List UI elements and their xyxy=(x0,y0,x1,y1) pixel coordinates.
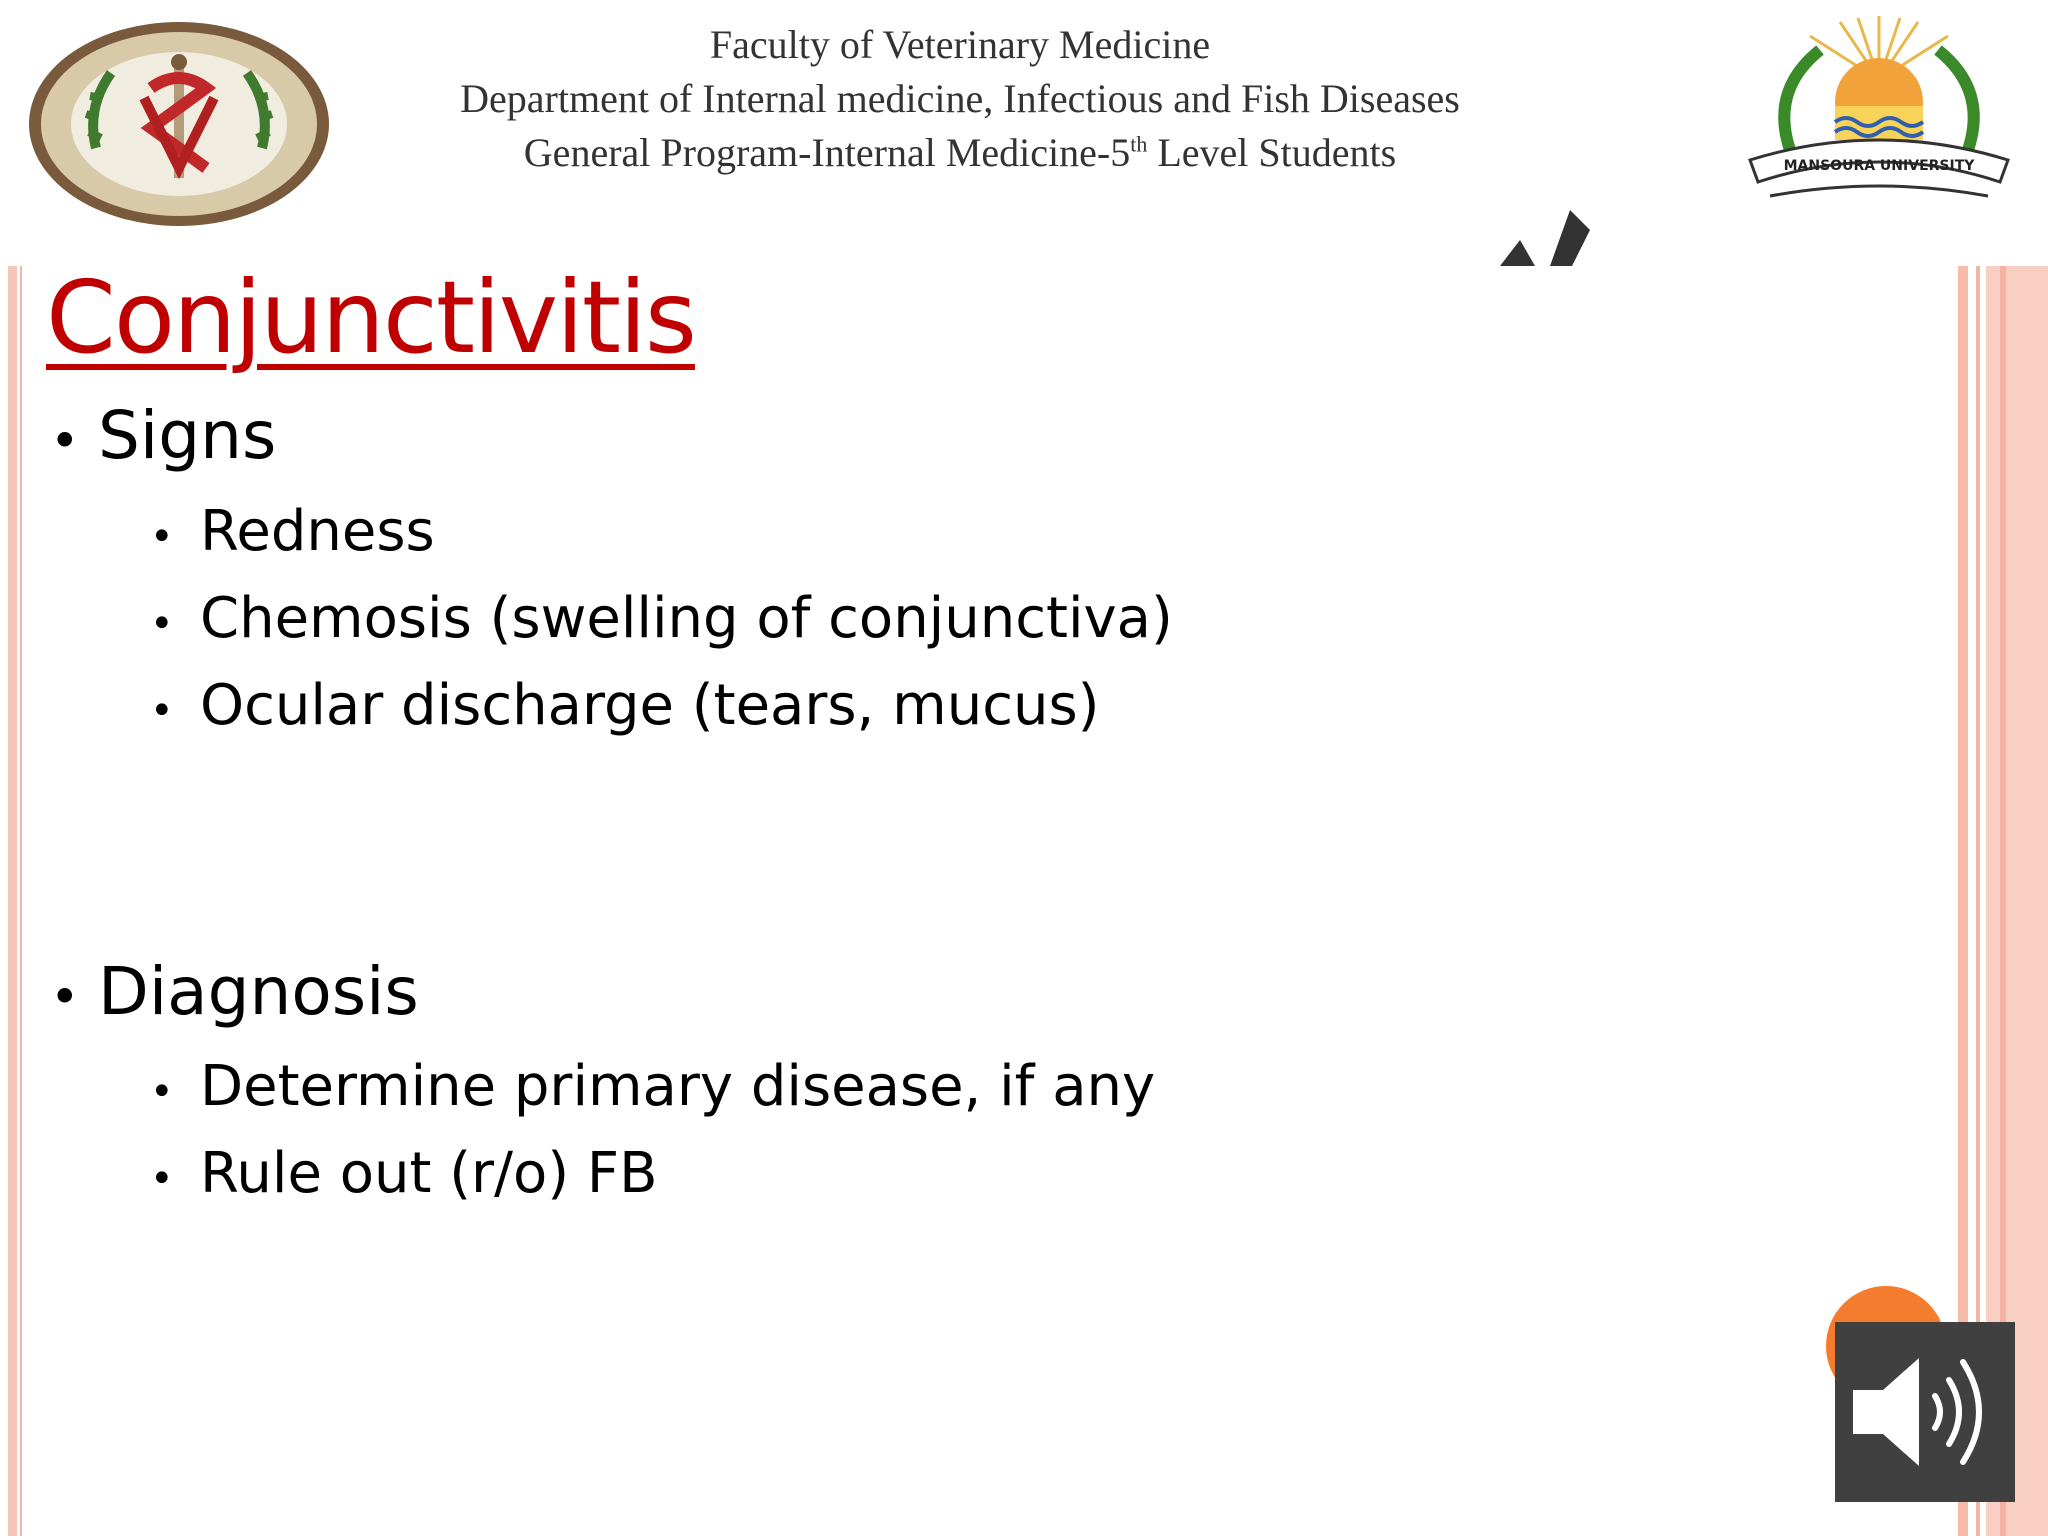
bullet-dot-icon: • xyxy=(150,1156,174,1202)
bullet-dot-icon: • xyxy=(50,968,80,1026)
left-border xyxy=(8,266,17,1536)
header-text xyxy=(360,18,1560,180)
bullet-dot-icon: • xyxy=(150,1069,174,1115)
mansoura-logo-text: MANSOURA UNIVERSITY xyxy=(1783,158,1975,174)
bullet-text: Signs xyxy=(98,397,277,474)
bullet-item xyxy=(150,1052,1155,1127)
bullet-text: Determine primary disease, if any xyxy=(200,1054,1156,1119)
faculty-seal-logo xyxy=(26,18,332,230)
left-border-line xyxy=(20,266,22,1536)
bullet-text: Redness xyxy=(200,499,435,564)
bullet-text: Diagnosis xyxy=(98,953,419,1030)
bullet-item xyxy=(150,497,435,572)
program-superscript: th xyxy=(1130,131,1148,157)
bullet-dot-icon: • xyxy=(150,601,174,647)
bullet-item xyxy=(150,1139,658,1214)
bullet-dot-icon: • xyxy=(50,412,80,470)
bullet-text: Chemosis (swelling of conjunctiva) xyxy=(200,586,1173,651)
bullet-heading-diagnosis xyxy=(50,952,419,1037)
program-prefix: General Program-Internal Medicine-5 xyxy=(523,130,1131,175)
slide-title: Conjunctivitis xyxy=(46,259,695,376)
header-line-department: Department of Internal medicine, Infectious and Fish Diseases xyxy=(460,76,1460,121)
header-line-faculty: Faculty of Veterinary Medicine xyxy=(709,22,1211,67)
bullet-text: Rule out (r/o) FB xyxy=(200,1141,658,1206)
bullet-text: Ocular discharge (tears, mucus) xyxy=(200,673,1100,738)
header xyxy=(0,0,2048,266)
header-line-program xyxy=(360,126,1560,180)
stray-decoration xyxy=(1480,200,1620,266)
bullet-dot-icon: • xyxy=(150,514,174,560)
audio-play-button[interactable] xyxy=(1835,1322,2015,1502)
program-suffix: Level Students xyxy=(1147,130,1397,175)
bullet-dot-icon: • xyxy=(150,688,174,734)
speaker-icon xyxy=(1835,1322,2015,1502)
bullet-item xyxy=(150,671,1100,746)
mansoura-university-logo xyxy=(1730,10,2028,210)
bullet-item xyxy=(150,584,1173,659)
bullet-heading-signs xyxy=(50,396,276,481)
